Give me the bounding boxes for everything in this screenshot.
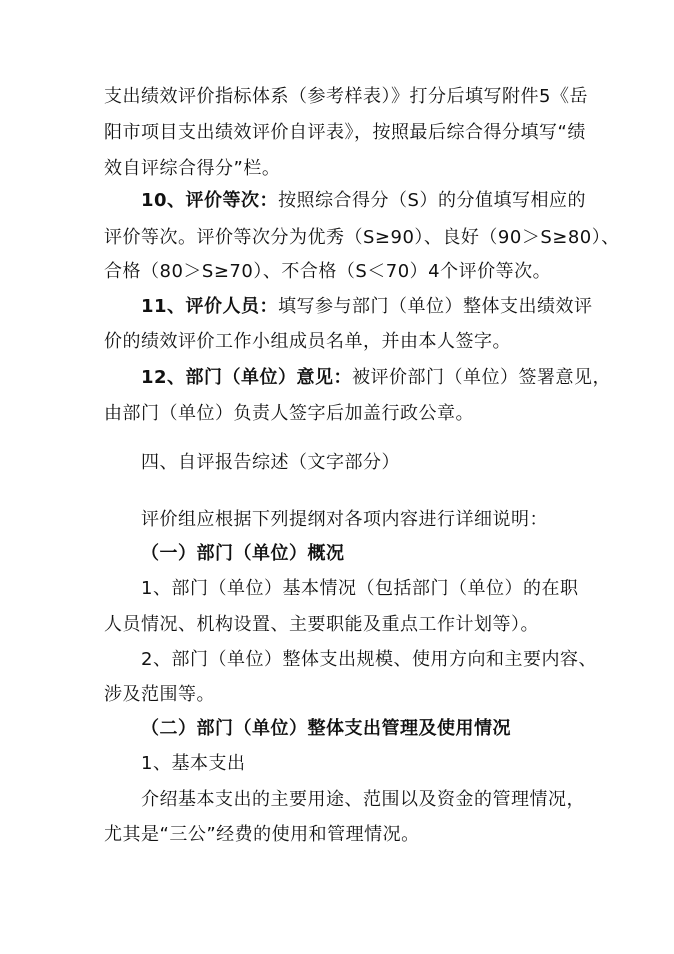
item-12-department-opinion — [141, 367, 611, 389]
paragraph-line — [141, 578, 578, 600]
line-text: 效自评综合得分”栏。 — [104, 158, 281, 179]
line-text: （二）部门（单位）整体支出管理及使用情况 — [141, 718, 511, 739]
line-text: 阳市项目支出绩效评价自评表》，按照最后综合得分填写“绩 — [104, 122, 586, 143]
paragraph-line — [104, 331, 511, 353]
subsection-heading — [141, 718, 511, 740]
paragraph-line — [141, 649, 597, 671]
line-text: 1、部门（单位）基本情况（包括部门（单位）的在职 — [141, 578, 579, 599]
paragraph-line — [141, 789, 585, 811]
line-text: 评价组应根据下列提纲对各项内容进行详细说明： — [141, 509, 548, 530]
paragraph-line — [104, 261, 551, 283]
line-text: 四、自评报告综述（文字部分） — [141, 452, 400, 473]
paragraph-line — [104, 227, 620, 249]
item-11-evaluators — [141, 296, 593, 318]
line-text: 2、部门（单位）整体支出规模、使用方向和主要内容、 — [141, 649, 597, 670]
line-text: 评价等次。评价等次分为优秀（S≥90）、良好（90＞S≥80）、 — [104, 227, 620, 248]
line-text: 由部门（单位）负责人签字后加盖行政公章。 — [104, 403, 474, 424]
paragraph-line — [104, 684, 215, 706]
paragraph-line — [104, 122, 586, 144]
line-text: 1、基本支出 — [141, 753, 246, 774]
line-text: 人员情况、机构设置、主要职能及重点工作计划等）。 — [104, 614, 539, 635]
item-heading: 12、部门（单位）意见： — [141, 367, 353, 388]
line-text: 被评价部门（单位）签署意见， — [352, 367, 612, 388]
paragraph-line — [141, 753, 245, 775]
item-10-evaluation-grade — [141, 190, 586, 212]
line-text: 支出绩效评价指标体系（参考样表）》打分后填写附件5《岳 — [104, 86, 588, 107]
paragraph-line — [104, 614, 539, 636]
line-text: 涉及范围等。 — [104, 684, 215, 705]
paragraph-line — [104, 158, 280, 180]
line-text: 合格（80＞S≥70）、不合格（S＜70）4个评价等次。 — [104, 261, 552, 282]
line-text: 价的绩效评价工作小组成员名单，并由本人签字。 — [104, 331, 511, 352]
item-heading: 10、评价等次： — [141, 190, 279, 211]
paragraph-line — [141, 509, 548, 531]
section-heading — [141, 452, 400, 474]
paragraph-line — [104, 86, 588, 108]
line-text: （一）部门（单位）概况 — [141, 543, 345, 564]
line-text: 尤其是“三公”经费的使用和管理情况。 — [104, 824, 420, 845]
subsection-heading — [141, 543, 345, 565]
paragraph-line — [104, 824, 420, 846]
line-text: 填写参与部门（单位）整体支出绩效评 — [278, 296, 593, 317]
line-text: 介绍基本支出的主要用途、范围以及资金的管理情况， — [141, 789, 585, 810]
line-text: 按照综合得分（S）的分值填写相应的 — [278, 190, 586, 211]
item-heading: 11、评价人员： — [141, 296, 279, 317]
paragraph-line — [104, 403, 474, 425]
